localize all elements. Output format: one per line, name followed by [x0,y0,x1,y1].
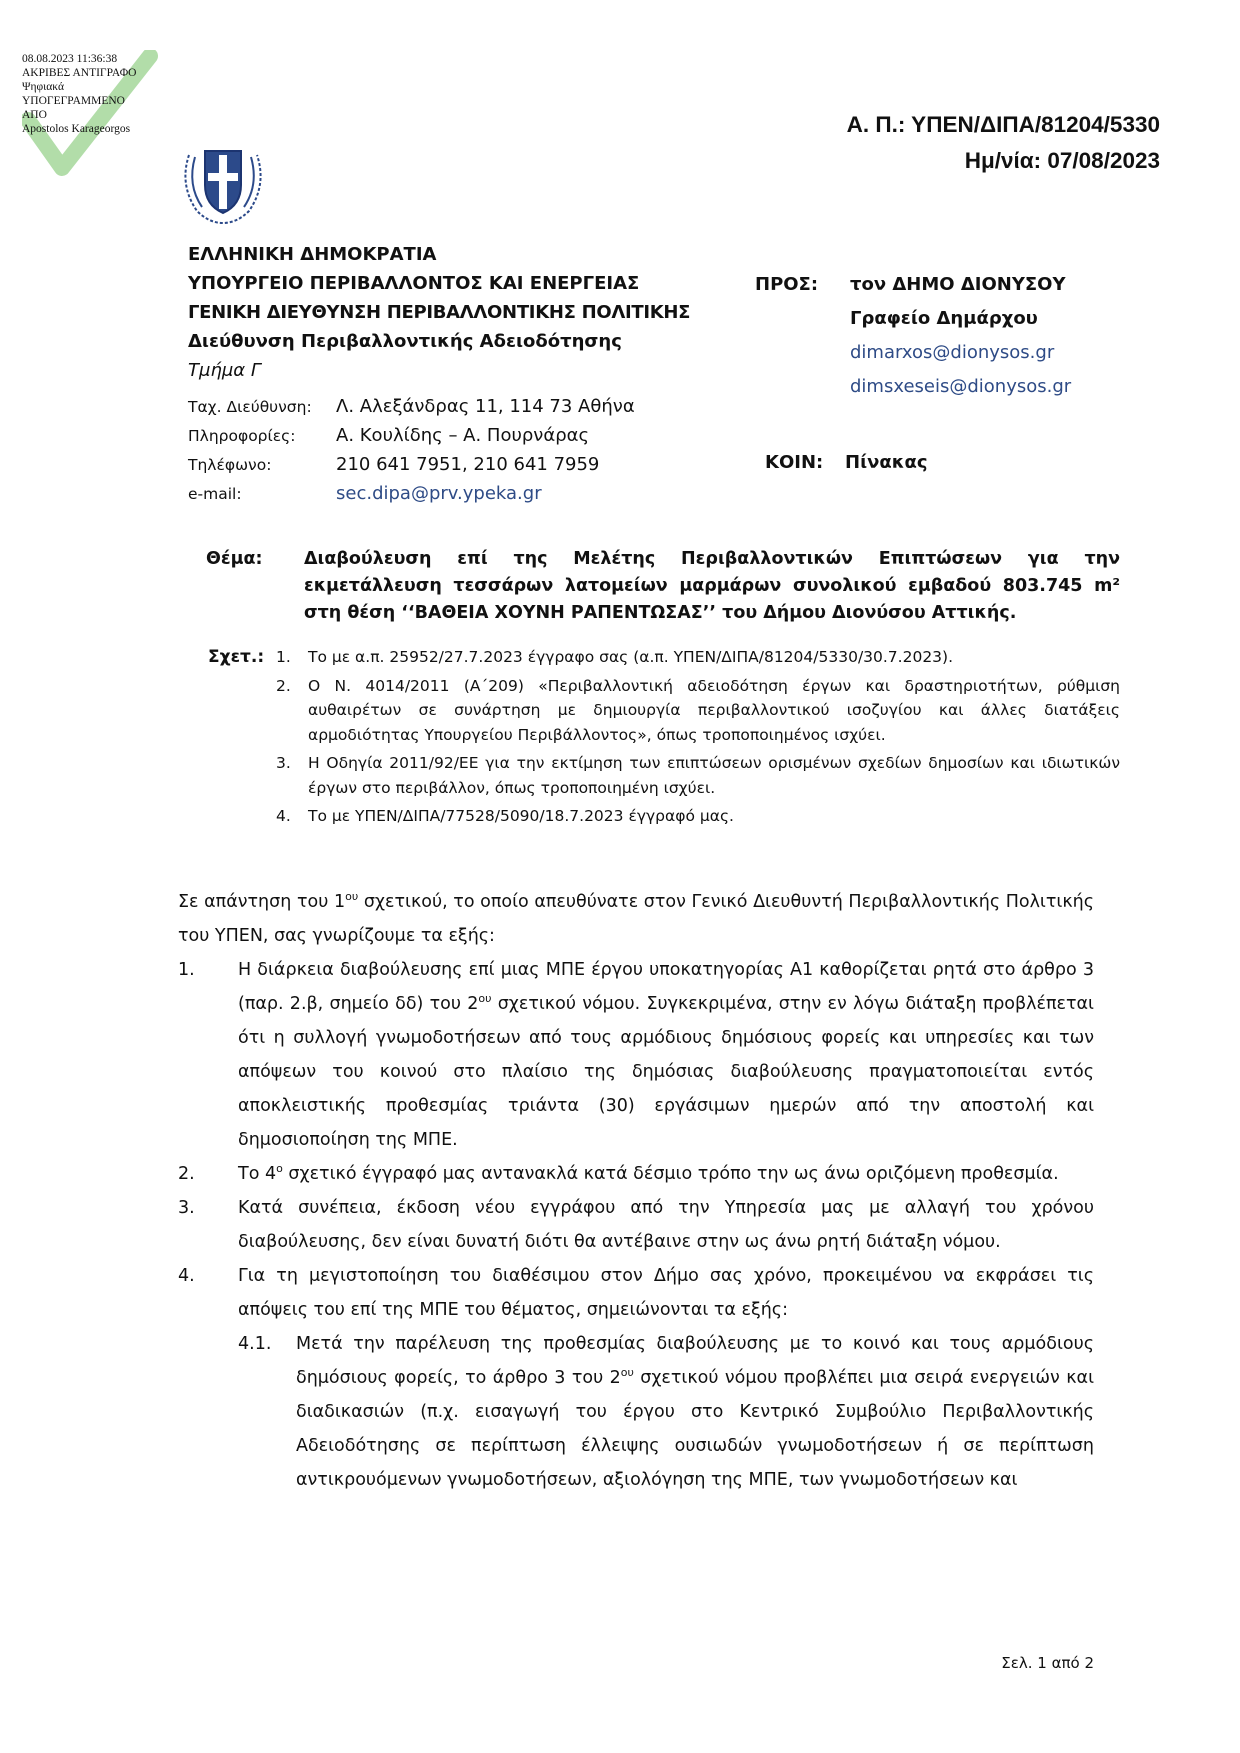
recipient-block [755,268,1071,404]
cc-block [765,452,928,473]
subject-label: Θέμα: [206,549,263,569]
stamp-line: Ψηφιακά [22,81,64,93]
sub-paragraph: 4.1. Μετά την παρέλευση της προθεσμίας διαβούλευσης με το κοινό και τους αρμόδιους δημόσιους φορείς, το άρθρο 3 του $2^{o\upsilon}$ σχετικού νόμου προβλέπει μια σειρά ενεργειών και διαδικασιών (π.χ. εισαγωγή του έργου στο Κεντρικό Συμβούλιο Περιβαλλοντικής Αδειοδότησης σε περίπτωση έλλειψης ουσιωδών γνωμοδοτήσεων ή σε περίπτωση αντικρουόμενων γνωμοδοτήσεων, αξιολόγηση της ΜΠΕ, των γνωμοδοτήσεων και [238,1334,1094,1490]
info-label: Πληροφορίες: [188,426,296,445]
numbered-paragraph: 2. Το $4^o$ σχετικό έγγραφό μας αντανακλά κατά δέσμιο τρόπο την ως άνω οριζόμενη προθεσμία. [178,1162,1059,1184]
to-name: τον ΔΗΜΟ ΔΙΟΝΥΣΟΥ [850,274,1066,295]
sender-ministry: ΥΠΟΥΡΓΕΙΟ ΠΕΡΙΒΑΛΛΟΝΤΟΣ ΚΑΙ ΕΝΕΡΓΕΙΑΣ [188,273,640,294]
numbered-paragraph: 1. Η διάρκεια διαβούλευσης επί μιας ΜΠΕ έργου υποκατηγορίας Α1 καθορίζεται ρητά στο άρθρο 3 (παρ. 2.β, σημείο δδ) του $2^{o\upsilon}$ σχετικού νόμου. Συγκεκριμένα, στην εν λόγω διάταξη προβλέπεται ότι η συλλογή γνωμοδοτήσεων από τους αρμόδιους δημόσιους φορείς και υπηρεσίες και των απόψεων του κοινού στο πλαίσιο της δημόσιας διαβούλευσης πραγματοποιείται εντός αποκλειστικής προθεσμίας τριάντα (30) εργάσιμων ημερών από την αποστολή και δημοσιοποίηση της ΜΠΕ. [178,960,1094,1150]
phone-value: 210 641 7951, 210 641 7959 [336,454,600,475]
phone-label: Τηλέφωνο: [188,455,272,474]
greek-coat-of-arms-icon [175,135,271,227]
sender-general-directorate: ΓΕΝΙΚΗ ΔΙΕΥΘΥΝΣΗ ΠΕΡΙΒΑΛΛΟΝΤΙΚΗΣ ΠΟΛΙΤΙΚΗΣ [188,302,691,323]
document-date: Ημ/νία: 07/08/2023 [964,148,1160,173]
related-documents [208,645,1120,833]
to-label: ΠΡΟΣ: [755,274,819,295]
document-reference [847,107,1160,179]
list-item: 3. Η Οδηγία 2011/92/ΕΕ για την εκτίμηση των επιπτώσεων ορισμένων σχεδίων δημοσίων και ιδιωτικών έργων στο περιβάλλον, όπως τροποποιημένη ισχύει. [276,754,1120,797]
sender-republic: ΕΛΛΗΝΙΚΗ ΔΗΜΟΚΡΑΤΙΑ [188,244,437,265]
signature-stamp [22,52,136,136]
cc-label: ΚΟΙΝ: [765,452,824,473]
sender-directorate: Διεύθυνση Περιβαλλοντικής Αδειοδότησης [188,331,622,352]
list-item: 1. Το με α.π. 25952/27.7.2023 έγγραφο σας (α.π. ΥΠΕΝ/ΔΙΠΑ/81204/5330/30.7.2023). [276,648,954,666]
address-label: Ταχ. Διεύθυνση: [188,397,312,416]
cc-value: Πίνακας [845,452,928,473]
stamp-line: ΥΠΟΓΕΓΡΑΜΜΕΝΟ [22,95,125,107]
email-label: e-mail: [188,484,242,503]
page-number: Σελ. 1 από 2 [1001,1654,1094,1672]
intro-paragraph: Σε απάντηση του $1^{o\upsilon}$ σχετικού, το οποίο απευθύνατε στον Γενικό Διευθυντή Περιβαλλοντικής Πολιτικής του ΥΠΕΝ, σας γνωρίζουμε τα εξής: [178,890,1094,946]
related-label: Σχετ.: [208,647,265,667]
info-value: Α. Κουλίδης – Α. Πουρνάρας [336,425,590,446]
sender-department: Τμήμα Γ [188,360,261,381]
contact-block [188,392,635,508]
stamp-line: ΑΠΟ [22,109,47,121]
address-value: Λ. Αλεξάνδρας 11, 114 73 Αθήνα [336,396,635,417]
to-office: Γραφείο Δημάρχου [850,308,1038,329]
list-item: 2. Ο Ν. 4014/2011 (Α΄209) «Περιβαλλοντική αδειοδότηση έργων και δραστηριοτήτων, ρύθμιση αυθαιρέτων σε συνάρτηση με δημιουργία περιβαλλοντικού ισοζυγίου και άλλες διατάξεις αρμοδιότητας Υπουργείου Περιβάλλοντος», όπως τροποποιημένος ισχύει. [276,676,1120,744]
subject [206,546,1120,627]
recipient-email-link[interactable]: dimsxeseis@dionysos.gr [850,376,1072,397]
sender-email-link[interactable]: sec.dipa@prv.ypeka.gr [336,483,542,504]
stamp-line: Apostolos Karageorgos [22,123,131,135]
recipient-email-link[interactable]: dimarxos@dionysos.gr [850,342,1055,363]
subject-text: Διαβούλευση επί της Μελέτης Περιβαλλοντικών Επιπτώσεων για την εκμετάλλευση τεσσάρων λατομείων μαρμάρων συνολικού εμβαδού 803.745 m² στη θέση ‘‘ΒΑΘΕΙΑ ΧΟΥΝΗ ΡΑΠΕΝΤΩΣΑΣ’’ του Δήμου Διονύσου Αττικής. [304,549,1120,623]
list-item: 4. Το με ΥΠΕΝ/ΔΙΠΑ/77528/5090/18.7.2023 έγγραφό μας. [276,807,734,825]
sender-block [188,240,690,385]
numbered-paragraph: 4. Για τη μεγιστοποίηση του διαθέσιμου στον Δήμο σας χρόνο, προκειμένου να εκφράσει τις απόψεις του επί της ΜΠΕ του θέματος, σημειώνονται τα εξής: [178,1266,1094,1320]
stamp-line: ΑΚΡΙΒΕΣ ΑΝΤΙΓΡΑΦΟ [22,67,137,79]
protocol-number: Α. Π.: ΥΠΕΝ/ΔΙΠΑ/81204/5330 [846,112,1160,137]
numbered-paragraph: 3. Κατά συνέπεια, έκδοση νέου εγγράφου από την Υπηρεσία μας με αλλαγή του χρόνου διαβούλευσης, δεν είναι δυνατή διότι θα αντέβαινε στην ως άνω ρητή διάταξη νόμου. [178,1198,1094,1252]
letter-body [178,885,1094,1497]
stamp-line: 08.08.2023 11:36:38 [22,53,118,65]
